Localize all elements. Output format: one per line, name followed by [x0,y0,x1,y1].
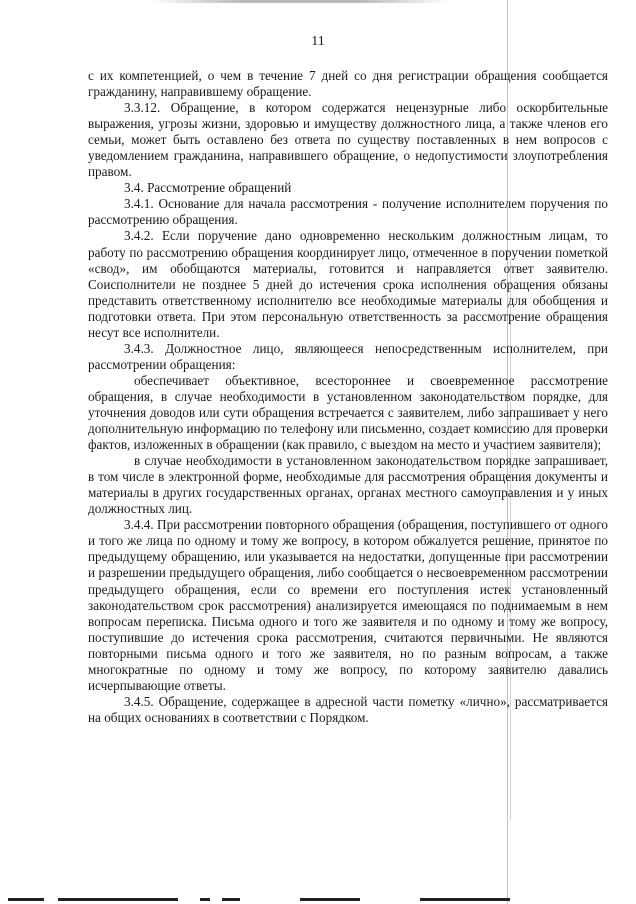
paragraph-3-4-1: 3.4.1. Основание для начала рассмотрения - получение исполнителем поручения по рассмотрению обращения. [88,196,608,228]
paragraph-3-4-4: 3.4.4. При рассмотрении повторного обращения (обращения, поступившего от одного и того же лица по одному и тому же вопросу, в котором обжалуется решение, принятое по предыдущему обращению, или указывается на недостатки, допущенные при рассмотрении и разрешении предыдущего обращения, либо сообщается о несвоевременном рассмотрении предыдущего обращения, если со времени его поступления истек установленный законодательством срок рассмотрения) анализируется имеющаяся по поднимаемым в нем вопросам переписка. Письма одного и того же заявителя и по одному и тому же вопросу, поступившие до истечения срока рассмотрения, считаются первичными. Не являются повторными письма одного и того же заявителя, но по разным вопросам, а также многократные по одному и тому же вопросу, по которому заявителю давались исчерпывающие ответы. [88,517,608,693]
paragraph-3-4-3-item-2: в случае необходимости в установленном законодательством порядке запрашивает, в том числе в электронной форме, необходимые для рассмотрения обращения документы и материалы в других государственных органах, органах местного самоуправления и у иных должностных лиц. [88,453,608,517]
paragraph-continuation: с их компетенцией, о чем в течение 7 дней со дня регистрации обращения сообщается гражданину, направившему обращение. [88,68,608,100]
document-body [88,68,608,726]
paragraph-3-4-3-item-1: обеспечивает объективное, всестороннее и своевременное рассмотрение обращения, в случае необходимости в установленном законодательством порядке, для уточнения доводов или сути обращения встречается с заявителем, либо запрашивает у него дополнительную информацию по телефону или письменно, создает комиссию для проверки фактов, изложенных в обращении (как правило, с выездом на место и участием заявителя); [88,372,608,453]
page-number: 11 [311,34,325,49]
paragraph-3-4-5: 3.4.5. Обращение, содержащее в адресной части пометку «лично», рассматривается на общих основаниях в соответствии с Порядком. [88,693,608,725]
scan-top-edge [150,0,450,3]
paragraph-3-3-12: 3.3.12. Обращение, в котором содержатся нецензурные либо оскорбительные выражения, угрозы жизни, здоровью и имуществу должностного лица, а также членов его семьи, может быть оставлено без ответа по существу поставленных в нем вопросов с уведомлением гражданина, направившего обращение, о недопустимости злоупотребления правом. [88,100,608,180]
paragraph-3-4-3: 3.4.3. Должностное лицо, являющееся непосредственным исполнителем, при рассмотрении обращения: [88,340,608,372]
section-heading-3-4: 3.4. Рассмотрение обращений [124,180,292,196]
scan-bottom-edge [0,898,636,902]
paragraph-3-4-2: 3.4.2. Если поручение дано одновременно нескольким должностным лицам, то работу по рассмотрению обращения координирует лицо, отмеченное в поручении пометкой «свод», им обобщаются материалы, готовится и направляется ответ заявителю. Соисполнители не позднее 5 дней до истечения срока исполнения обращения обязаны представить ответственному исполнителю все необходимые материалы для обобщения и подготовки ответа. При этом персональную ответственность за рассмотрение обращения несут все исполнители. [88,228,608,340]
